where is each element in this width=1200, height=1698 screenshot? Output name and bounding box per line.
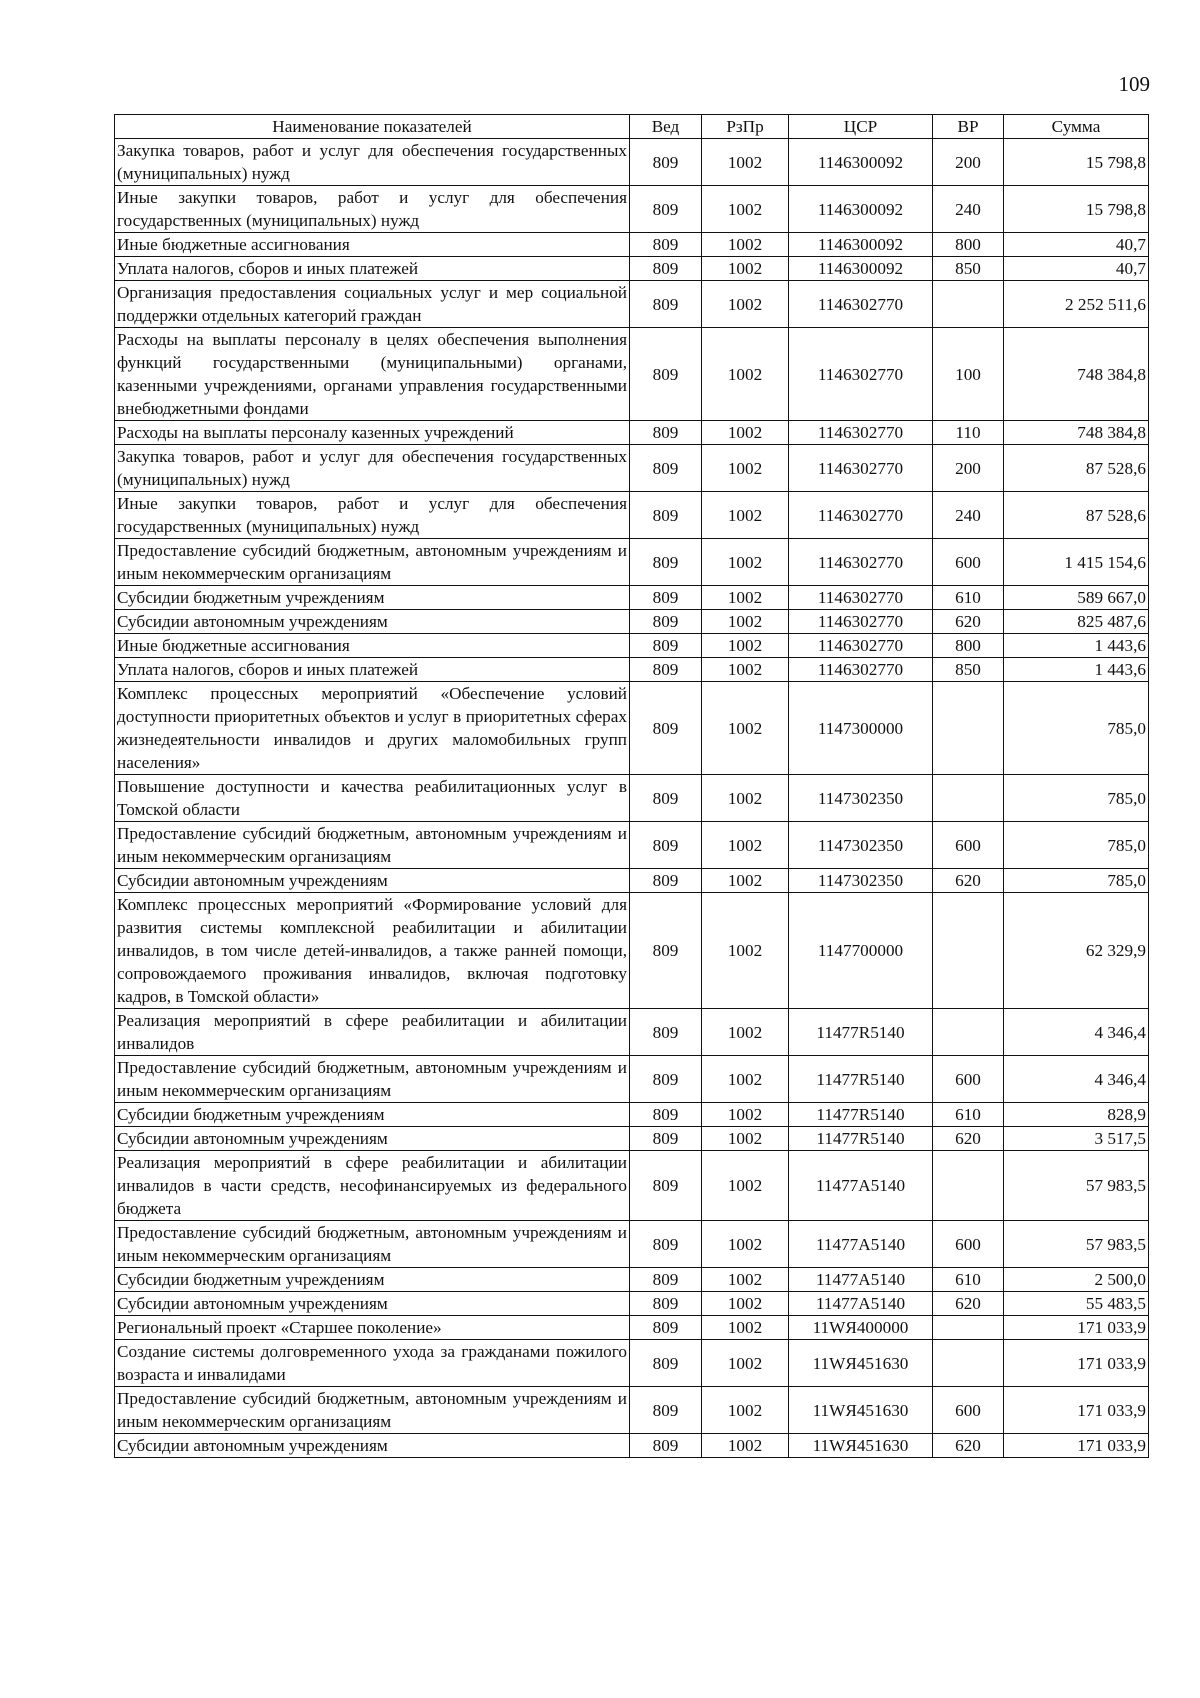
cell-vr: 600 (933, 822, 1004, 869)
cell-sum: 1 443,6 (1004, 634, 1149, 658)
cell-vr: 610 (933, 1103, 1004, 1127)
cell-ved: 809 (630, 1434, 702, 1458)
cell-rzpr: 1002 (702, 822, 789, 869)
table-row (115, 1434, 1149, 1458)
table-row (115, 634, 1149, 658)
table-row (115, 492, 1149, 539)
cell-rzpr: 1002 (702, 869, 789, 893)
cell-rzpr: 1002 (702, 1292, 789, 1316)
budget-table (114, 114, 1149, 1458)
table-row (115, 139, 1149, 186)
cell-rzpr: 1002 (702, 893, 789, 1009)
cell-vr: 620 (933, 610, 1004, 634)
table-row (115, 421, 1149, 445)
cell-rzpr: 1002 (702, 539, 789, 586)
cell-rzpr: 1002 (702, 586, 789, 610)
cell-name: Уплата налогов, сборов и иных платежей (115, 257, 630, 281)
cell-ved: 809 (630, 822, 702, 869)
cell-ved: 809 (630, 586, 702, 610)
cell-ved: 809 (630, 1009, 702, 1056)
cell-name: Субсидии бюджетным учреждениям (115, 1268, 630, 1292)
cell-sum: 1 443,6 (1004, 658, 1149, 682)
cell-name: Создание системы долговременного ухода за гражданами пожилого возраста и инвалидами (115, 1340, 630, 1387)
header-vr: ВР (933, 115, 1004, 139)
cell-vr: 620 (933, 869, 1004, 893)
cell-ved: 809 (630, 281, 702, 328)
cell-name: Субсидии бюджетным учреждениям (115, 1103, 630, 1127)
cell-ved: 809 (630, 1103, 702, 1127)
cell-name: Субсидии автономным учреждениям (115, 869, 630, 893)
cell-vr: 200 (933, 139, 1004, 186)
cell-csr: 11477R5140 (789, 1056, 933, 1103)
cell-rzpr: 1002 (702, 492, 789, 539)
cell-rzpr: 1002 (702, 233, 789, 257)
cell-sum: 40,7 (1004, 233, 1149, 257)
cell-rzpr: 1002 (702, 610, 789, 634)
cell-sum: 62 329,9 (1004, 893, 1149, 1009)
cell-ved: 809 (630, 421, 702, 445)
cell-vr: 610 (933, 1268, 1004, 1292)
cell-ved: 809 (630, 445, 702, 492)
table-row (115, 822, 1149, 869)
cell-name: Закупка товаров, работ и услуг для обеспечения государственных (муниципальных) нужд (115, 445, 630, 492)
cell-ved: 809 (630, 869, 702, 893)
cell-sum: 785,0 (1004, 822, 1149, 869)
cell-ved: 809 (630, 233, 702, 257)
cell-rzpr: 1002 (702, 658, 789, 682)
cell-rzpr: 1002 (702, 257, 789, 281)
cell-csr: 11477R5140 (789, 1103, 933, 1127)
cell-name: Предоставление субсидий бюджетным, автономным учреждениям и иным некоммерческим организациям (115, 822, 630, 869)
cell-ved: 809 (630, 1316, 702, 1340)
cell-vr: 800 (933, 233, 1004, 257)
cell-name: Субсидии автономным учреждениям (115, 610, 630, 634)
cell-rzpr: 1002 (702, 1009, 789, 1056)
cell-csr: 11477A5140 (789, 1221, 933, 1268)
cell-rzpr: 1002 (702, 1151, 789, 1221)
cell-vr (933, 1316, 1004, 1340)
cell-csr: 1146302770 (789, 328, 933, 421)
cell-csr: 1146300092 (789, 233, 933, 257)
cell-csr: 11477A5140 (789, 1292, 933, 1316)
cell-csr: 1146302770 (789, 658, 933, 682)
table-row (115, 682, 1149, 775)
cell-sum: 171 033,9 (1004, 1434, 1149, 1458)
cell-rzpr: 1002 (702, 1221, 789, 1268)
cell-vr (933, 1151, 1004, 1221)
page-number: 109 (1118, 72, 1150, 96)
table-row (115, 445, 1149, 492)
table-row (115, 1387, 1149, 1434)
cell-rzpr: 1002 (702, 1127, 789, 1151)
cell-name: Уплата налогов, сборов и иных платежей (115, 658, 630, 682)
cell-ved: 809 (630, 1292, 702, 1316)
cell-vr (933, 1009, 1004, 1056)
cell-name: Предоставление субсидий бюджетным, автономным учреждениям и иным некоммерческим организациям (115, 1221, 630, 1268)
cell-rzpr: 1002 (702, 1434, 789, 1458)
cell-ved: 809 (630, 1127, 702, 1151)
cell-csr: 1147302350 (789, 869, 933, 893)
cell-rzpr: 1002 (702, 421, 789, 445)
cell-ved: 809 (630, 1056, 702, 1103)
cell-ved: 809 (630, 539, 702, 586)
cell-csr: 1147302350 (789, 822, 933, 869)
header-rzpr: РзПр (702, 115, 789, 139)
table-row (115, 1316, 1149, 1340)
cell-name: Предоставление субсидий бюджетным, автономным учреждениям и иным некоммерческим организациям (115, 539, 630, 586)
cell-sum: 55 483,5 (1004, 1292, 1149, 1316)
cell-csr: 1146302770 (789, 539, 933, 586)
cell-ved: 809 (630, 775, 702, 822)
cell-sum: 748 384,8 (1004, 421, 1149, 445)
table-row (115, 257, 1149, 281)
table-row (115, 610, 1149, 634)
cell-csr: 11477R5140 (789, 1009, 933, 1056)
cell-rzpr: 1002 (702, 139, 789, 186)
table-row (115, 586, 1149, 610)
cell-name: Расходы на выплаты персоналу казенных учреждений (115, 421, 630, 445)
cell-csr: 1146300092 (789, 139, 933, 186)
cell-sum: 15 798,8 (1004, 186, 1149, 233)
cell-rzpr: 1002 (702, 1268, 789, 1292)
cell-sum: 2 252 511,6 (1004, 281, 1149, 328)
cell-csr: 1146302770 (789, 281, 933, 328)
cell-ved: 809 (630, 893, 702, 1009)
cell-csr: 1146302770 (789, 421, 933, 445)
cell-name: Иные бюджетные ассигнования (115, 634, 630, 658)
cell-sum: 171 033,9 (1004, 1340, 1149, 1387)
cell-sum: 171 033,9 (1004, 1316, 1149, 1340)
cell-ved: 809 (630, 610, 702, 634)
cell-ved: 809 (630, 1268, 702, 1292)
cell-csr: 11WЯ451630 (789, 1387, 933, 1434)
cell-vr: 620 (933, 1434, 1004, 1458)
cell-name: Иные закупки товаров, работ и услуг для обеспечения государственных (муниципальных) нужд (115, 492, 630, 539)
cell-rzpr: 1002 (702, 1340, 789, 1387)
cell-csr: 11477R5140 (789, 1127, 933, 1151)
table-row (115, 1340, 1149, 1387)
cell-vr (933, 893, 1004, 1009)
cell-sum: 1 415 154,6 (1004, 539, 1149, 586)
cell-vr: 850 (933, 257, 1004, 281)
cell-ved: 809 (630, 186, 702, 233)
cell-vr: 600 (933, 1387, 1004, 1434)
cell-vr: 110 (933, 421, 1004, 445)
cell-csr: 11477A5140 (789, 1151, 933, 1221)
cell-csr: 11WЯ451630 (789, 1340, 933, 1387)
cell-vr (933, 682, 1004, 775)
cell-vr: 200 (933, 445, 1004, 492)
cell-ved: 809 (630, 682, 702, 775)
cell-vr: 240 (933, 186, 1004, 233)
cell-name: Иные бюджетные ассигнования (115, 233, 630, 257)
header-ved: Вед (630, 115, 702, 139)
cell-sum: 785,0 (1004, 682, 1149, 775)
cell-rzpr: 1002 (702, 682, 789, 775)
cell-ved: 809 (630, 328, 702, 421)
cell-vr: 600 (933, 539, 1004, 586)
cell-name: Субсидии автономным учреждениям (115, 1292, 630, 1316)
cell-rzpr: 1002 (702, 775, 789, 822)
cell-ved: 809 (630, 1221, 702, 1268)
cell-rzpr: 1002 (702, 634, 789, 658)
cell-sum: 589 667,0 (1004, 586, 1149, 610)
cell-name: Субсидии автономным учреждениям (115, 1434, 630, 1458)
cell-name: Предоставление субсидий бюджетным, автономным учреждениям и иным некоммерческим организациям (115, 1056, 630, 1103)
cell-vr (933, 1340, 1004, 1387)
cell-rzpr: 1002 (702, 328, 789, 421)
cell-sum: 171 033,9 (1004, 1387, 1149, 1434)
cell-name: Региональный проект «Старшее поколение» (115, 1316, 630, 1340)
table-row (115, 775, 1149, 822)
cell-vr (933, 281, 1004, 328)
cell-csr: 1146302770 (789, 586, 933, 610)
cell-name: Комплекс процессных мероприятий «Обеспечение условий доступности приоритетных объектов и услуг в приоритетных сферах жизнедеятельности инвалидов и других маломобильных групп населения» (115, 682, 630, 775)
cell-csr: 1147700000 (789, 893, 933, 1009)
cell-sum: 825 487,6 (1004, 610, 1149, 634)
cell-csr: 1146302770 (789, 492, 933, 539)
cell-sum: 748 384,8 (1004, 328, 1149, 421)
cell-csr: 1146302770 (789, 445, 933, 492)
cell-ved: 809 (630, 1340, 702, 1387)
table-row (115, 233, 1149, 257)
table-row (115, 1009, 1149, 1056)
cell-vr: 100 (933, 328, 1004, 421)
table-row (115, 869, 1149, 893)
cell-rzpr: 1002 (702, 1387, 789, 1434)
cell-name: Расходы на выплаты персоналу в целях обеспечения выполнения функций государственными (муниципальными) органами, казенными учреждениями, органами управления государственными внебюджетными фондами (115, 328, 630, 421)
table-row (115, 328, 1149, 421)
cell-ved: 809 (630, 658, 702, 682)
cell-csr: 11477A5140 (789, 1268, 933, 1292)
cell-ved: 809 (630, 257, 702, 281)
table-row (115, 1127, 1149, 1151)
cell-csr: 1147300000 (789, 682, 933, 775)
cell-sum: 57 983,5 (1004, 1151, 1149, 1221)
cell-sum: 2 500,0 (1004, 1268, 1149, 1292)
cell-vr: 600 (933, 1056, 1004, 1103)
cell-vr: 620 (933, 1127, 1004, 1151)
table-row (115, 658, 1149, 682)
cell-vr: 240 (933, 492, 1004, 539)
cell-csr: 1147302350 (789, 775, 933, 822)
cell-csr: 11WЯ400000 (789, 1316, 933, 1340)
cell-vr: 800 (933, 634, 1004, 658)
cell-rzpr: 1002 (702, 1056, 789, 1103)
cell-csr: 1146300092 (789, 257, 933, 281)
cell-vr (933, 775, 1004, 822)
cell-name: Организация предоставления социальных услуг и мер социальной поддержки отдельных категорий граждан (115, 281, 630, 328)
cell-name: Закупка товаров, работ и услуг для обеспечения государственных (муниципальных) нужд (115, 139, 630, 186)
cell-name: Субсидии бюджетным учреждениям (115, 586, 630, 610)
cell-sum: 828,9 (1004, 1103, 1149, 1127)
cell-ved: 809 (630, 492, 702, 539)
cell-name: Иные закупки товаров, работ и услуг для обеспечения государственных (муниципальных) нужд (115, 186, 630, 233)
cell-sum: 87 528,6 (1004, 445, 1149, 492)
table-row (115, 539, 1149, 586)
table-row (115, 1103, 1149, 1127)
cell-sum: 3 517,5 (1004, 1127, 1149, 1151)
table-row (115, 1268, 1149, 1292)
cell-name: Реализация мероприятий в сфере реабилитации и абилитации инвалидов (115, 1009, 630, 1056)
header-name: Наименование показателей (115, 115, 630, 139)
cell-name: Реализация мероприятий в сфере реабилитации и абилитации инвалидов в части средств, несофинансируемых из федерального бюджета (115, 1151, 630, 1221)
cell-sum: 4 346,4 (1004, 1009, 1149, 1056)
cell-ved: 809 (630, 1151, 702, 1221)
cell-rzpr: 1002 (702, 445, 789, 492)
cell-name: Повышение доступности и качества реабилитационных услуг в Томской области (115, 775, 630, 822)
cell-sum: 4 346,4 (1004, 1056, 1149, 1103)
table-row (115, 1056, 1149, 1103)
cell-sum: 87 528,6 (1004, 492, 1149, 539)
cell-sum: 40,7 (1004, 257, 1149, 281)
cell-rzpr: 1002 (702, 281, 789, 328)
cell-vr: 610 (933, 586, 1004, 610)
cell-vr: 620 (933, 1292, 1004, 1316)
table-row (115, 1151, 1149, 1221)
cell-rzpr: 1002 (702, 186, 789, 233)
header-csr: ЦСР (789, 115, 933, 139)
table-row (115, 893, 1149, 1009)
table-row (115, 1292, 1149, 1316)
cell-rzpr: 1002 (702, 1103, 789, 1127)
cell-csr: 1146300092 (789, 186, 933, 233)
cell-csr: 11WЯ451630 (789, 1434, 933, 1458)
cell-name: Субсидии автономным учреждениям (115, 1127, 630, 1151)
cell-ved: 809 (630, 634, 702, 658)
cell-sum: 15 798,8 (1004, 139, 1149, 186)
cell-csr: 1146302770 (789, 634, 933, 658)
cell-name: Комплекс процессных мероприятий «Формирование условий для развития системы комплексной реабилитации и абилитации инвалидов, в том числе детей-инвалидов, а также ранней помощи, сопровождаемого проживания инвалидов, включая подготовку кадров, в Томской области» (115, 893, 630, 1009)
header-sum: Сумма (1004, 115, 1149, 139)
table-row (115, 186, 1149, 233)
table-header-row (115, 115, 1149, 139)
cell-name: Предоставление субсидий бюджетным, автономным учреждениям и иным некоммерческим организациям (115, 1387, 630, 1434)
table-body (115, 139, 1149, 1458)
cell-ved: 809 (630, 1387, 702, 1434)
cell-csr: 1146302770 (789, 610, 933, 634)
cell-sum: 785,0 (1004, 869, 1149, 893)
cell-ved: 809 (630, 139, 702, 186)
cell-sum: 57 983,5 (1004, 1221, 1149, 1268)
cell-rzpr: 1002 (702, 1316, 789, 1340)
cell-sum: 785,0 (1004, 775, 1149, 822)
table-row (115, 281, 1149, 328)
table-row (115, 1221, 1149, 1268)
cell-vr: 850 (933, 658, 1004, 682)
cell-vr: 600 (933, 1221, 1004, 1268)
